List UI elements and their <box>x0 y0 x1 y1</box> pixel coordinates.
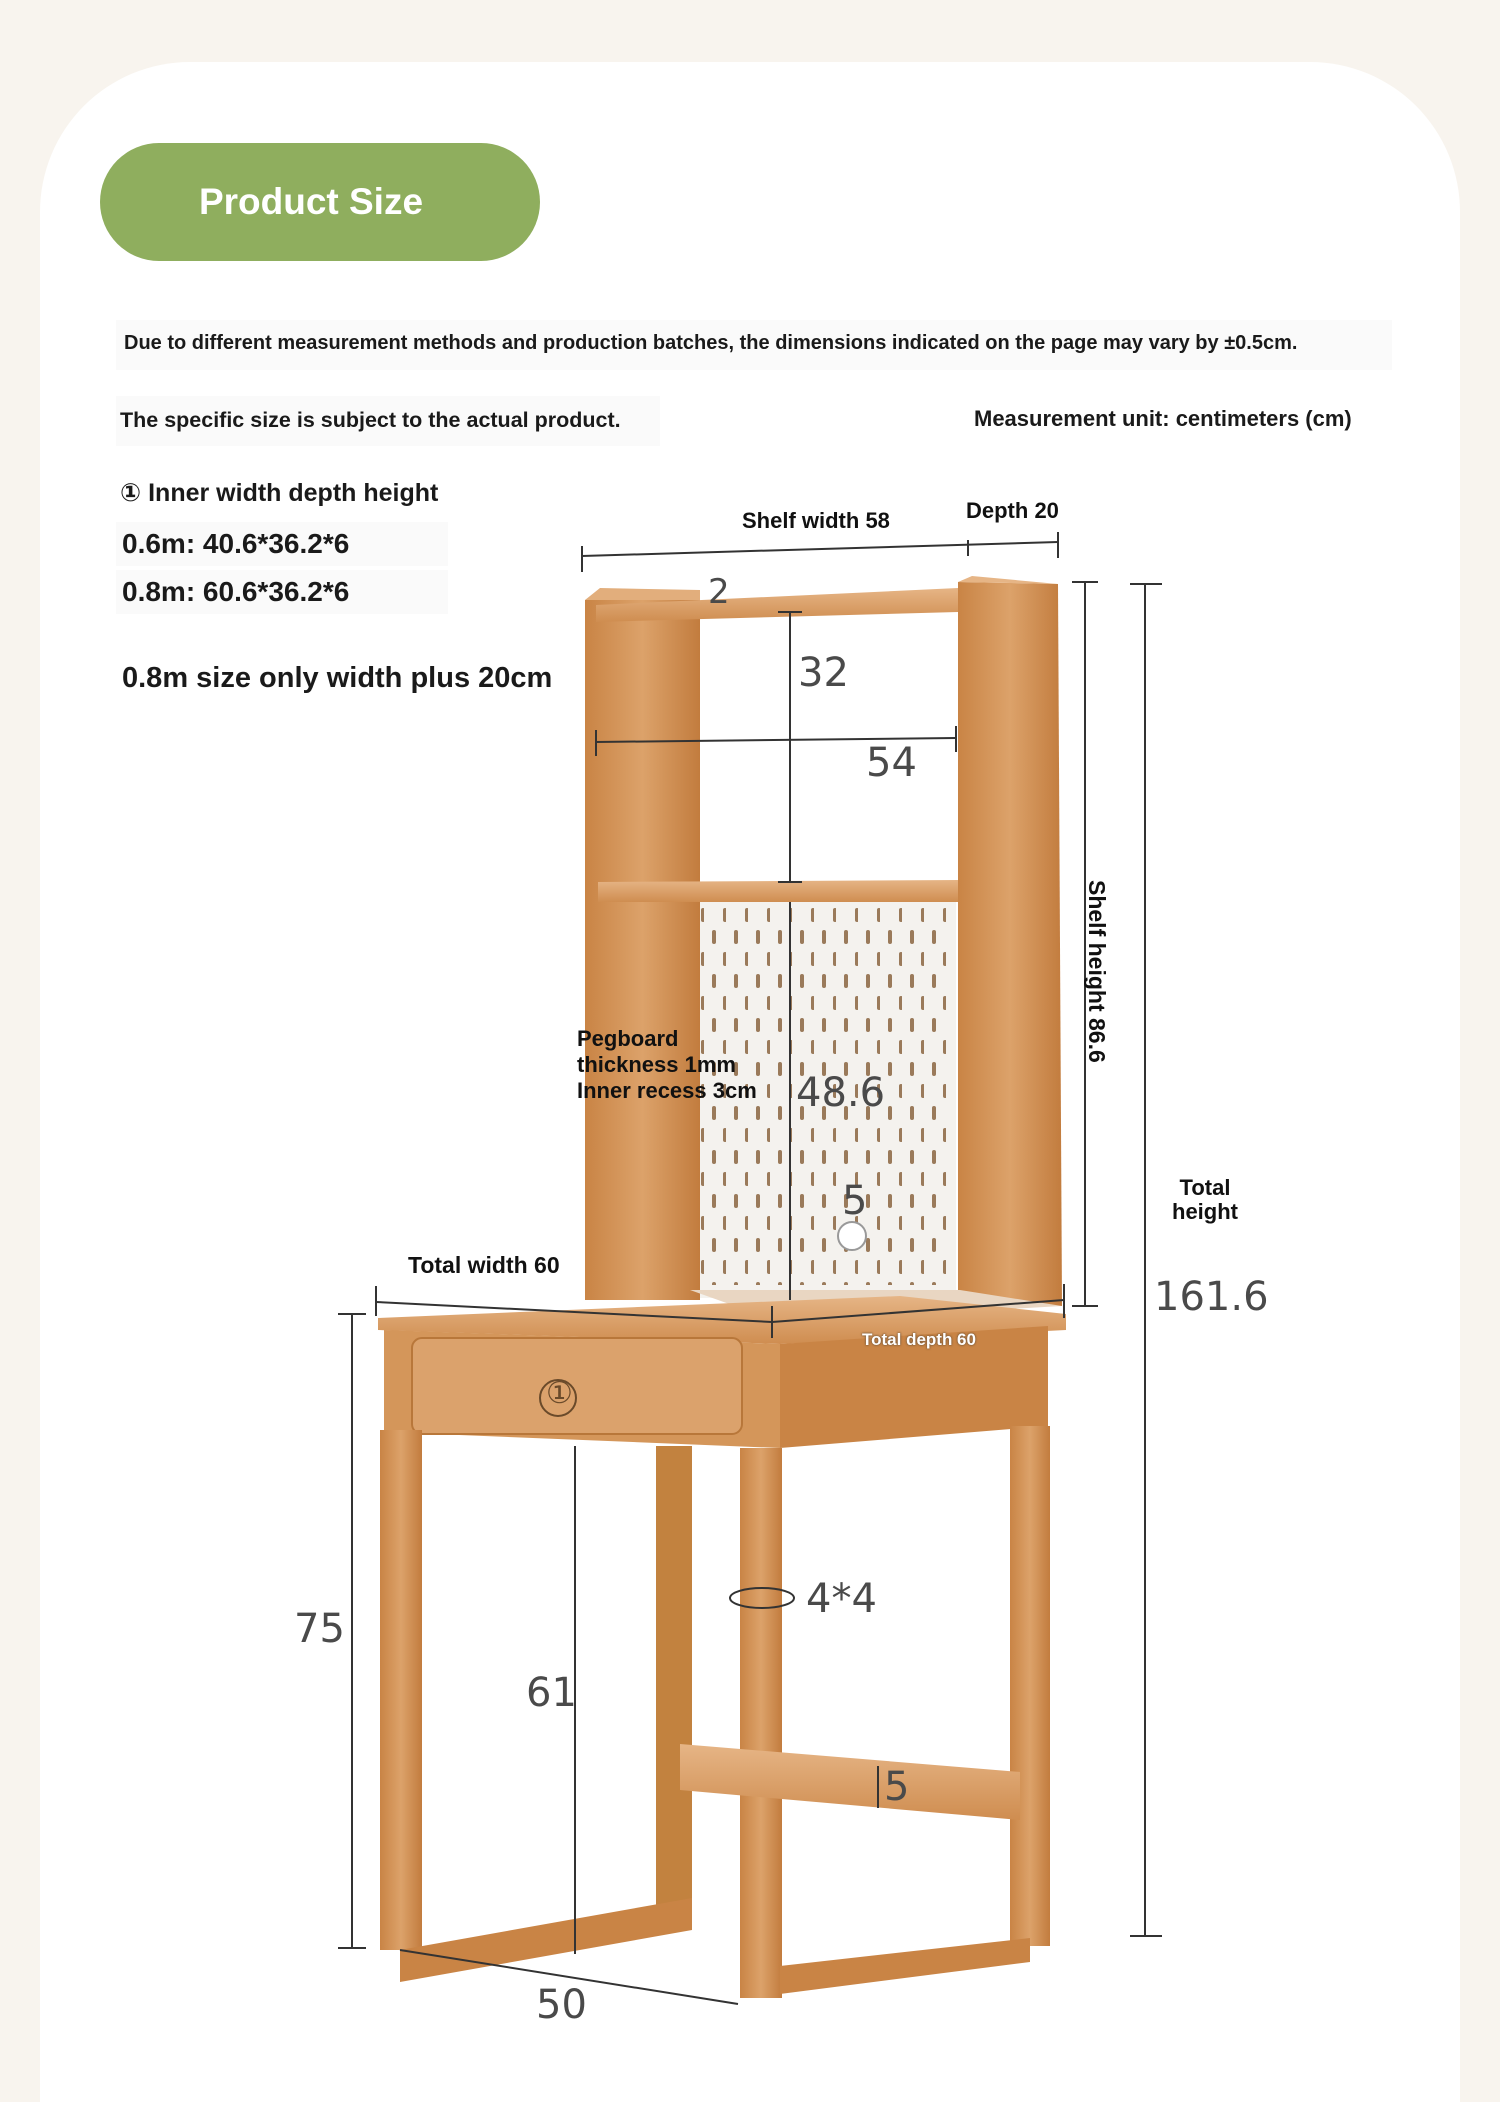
base-depth-dim: 50 <box>536 1982 587 2028</box>
shelf-height-label: Shelf height 86.6 <box>1084 880 1110 1063</box>
size-08-spec: 0.8m: 60.6*36.2*6 <box>116 570 448 614</box>
actual-product-note: The specific size is subject to the actual product. <box>116 396 660 446</box>
depth-label: Depth 20 <box>966 498 1059 523</box>
drawer-clearance-dim: 61 <box>526 1670 577 1716</box>
shelf-left-side <box>585 590 700 1300</box>
shelf-right-side <box>958 582 1062 1306</box>
pegboard-note-line3: Inner recess 3cm <box>577 1078 757 1103</box>
crossbar-dim: 5 <box>884 1764 910 1810</box>
total-height-label <box>1172 1176 1238 1224</box>
drawer-front <box>412 1338 742 1434</box>
desk <box>378 1296 1066 1998</box>
inner-size-heading: ① Inner width depth height <box>120 479 439 507</box>
pegboard-height-dim: 48.6 <box>796 1070 886 1116</box>
total-height-label-line1: Total <box>1179 1175 1231 1200</box>
total-depth-label: Total depth 60 <box>862 1330 976 1349</box>
back-left-leg <box>656 1446 692 1916</box>
desk-height-dim: 75 <box>294 1606 345 1652</box>
upper-gap-dim: 32 <box>798 650 849 696</box>
section-title: Product Size <box>198 181 424 222</box>
size-08-note: 0.8m size only width plus 20cm <box>122 662 553 694</box>
pegboard-hole-marker <box>838 1222 866 1250</box>
leg-section-dim: 4*4 <box>806 1576 877 1622</box>
front-left-leg <box>380 1430 422 1950</box>
hole-dim: 5 <box>842 1178 868 1224</box>
total-width-label: Total width 60 <box>408 1252 560 1278</box>
pegboard-note <box>577 1026 757 1104</box>
top-board-dim: 2 <box>708 572 730 612</box>
drawer-marker: ① <box>546 1376 573 1411</box>
variance-note: Due to different measurement methods and production batches, the dimensions indicated on the page may vary by ±0.5cm. <box>116 320 1392 370</box>
middle-shelf <box>598 880 958 902</box>
back-right-leg <box>1010 1426 1050 1946</box>
side-crossbar <box>680 1744 1020 1820</box>
inner-width-dim: 54 <box>866 740 917 786</box>
measurement-unit: Measurement unit: centimeters (cm) <box>974 406 1352 431</box>
right-base-rail <box>780 1938 1030 1994</box>
left-base-rail <box>400 1898 692 1982</box>
pegboard-note-line2: thickness 1mm <box>577 1052 736 1077</box>
shelf-width-label: Shelf width 58 <box>742 508 890 533</box>
total-height-dim: 161.6 <box>1154 1274 1269 1320</box>
pegboard-note-line1: Pegboard <box>577 1026 679 1051</box>
front-right-leg <box>740 1448 782 1998</box>
size-06-spec: 0.6m: 40.6*36.2*6 <box>116 522 448 566</box>
total-height-label-line2: height <box>1172 1199 1238 1224</box>
